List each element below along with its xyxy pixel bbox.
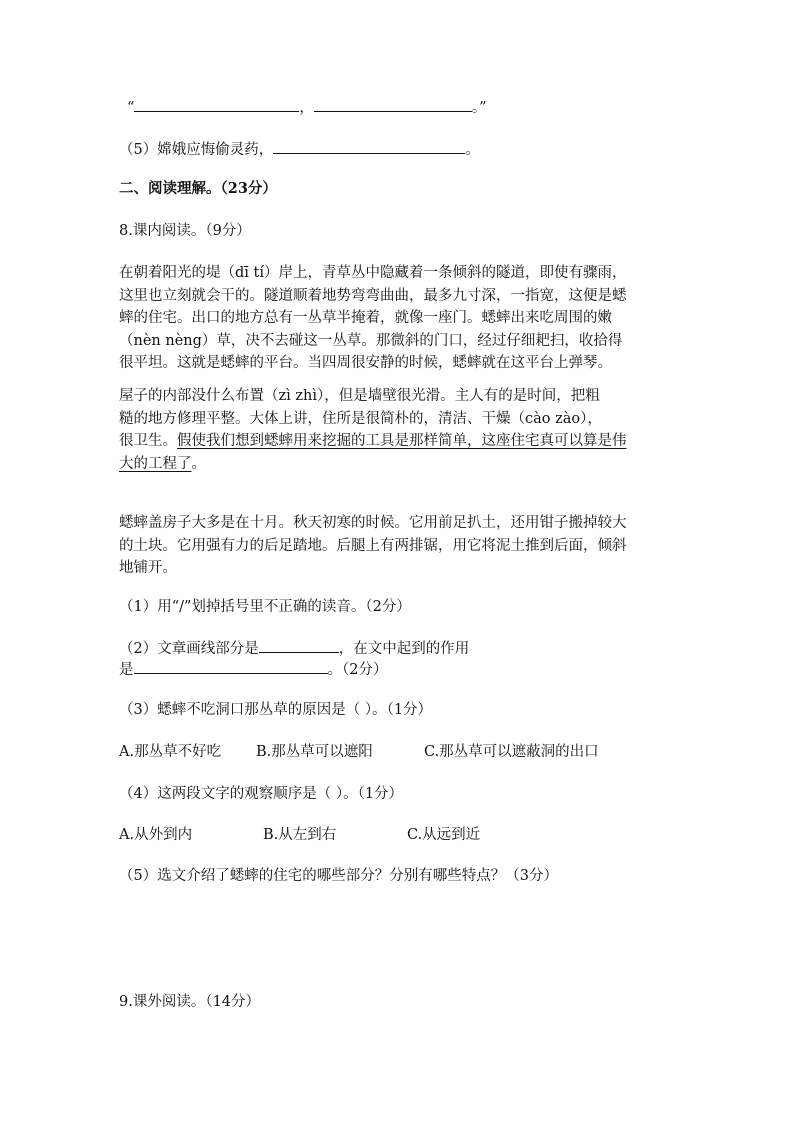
question-9-title: 9.课外阅读。（14分） <box>119 994 261 1010</box>
passage-line: 这里也立刻就会干的。隧道顺着地势弯弯曲曲，最多九寸深，一指宽，这便是蟋 <box>119 287 627 304</box>
question-8-2-text: 。（2分） <box>327 662 388 678</box>
passage-line: 地铺开。 <box>119 560 177 576</box>
answer-blank[interactable] <box>273 140 465 154</box>
underlined-sentence: 假使我们想到蟋蟀用来挖掘的工具是那样简单，这座住宅真可以算是伟 <box>177 433 627 449</box>
passage-line <box>119 453 679 476</box>
question-8-2 <box>119 639 469 658</box>
question-8-5: （5）选文介绍了蟋蟀的住宅的哪些部分？分别有哪些特点？（3分） <box>119 868 558 884</box>
passage-line: 很平坦。这就是蟋蟀的平台。当四周很安静的时候，蟋蟀就在这平台上弹琴。 <box>119 355 612 371</box>
passage-line: 在朝着阳光的堤（dī tí）岸上，青草丛中隐藏着一条倾斜的隧道，即使有骤雨， <box>119 265 627 281</box>
question-8-3-option-a[interactable]: A.那丛草不好吃 <box>119 744 222 760</box>
passage-line: 蟋蟀盖房子大多是在十月。秋天初寒的时候。它用前足扒土，还用钳子搬掉较大 <box>119 515 627 531</box>
question-8-4-option-b[interactable]: B.从左到右 <box>263 827 337 843</box>
answer-blank[interactable] <box>259 639 339 653</box>
underlined-sentence: 大的工程了 <box>119 455 192 472</box>
q7-item-5-end: 。 <box>465 142 480 158</box>
comma: ， <box>299 100 314 116</box>
passage-line: 蟀的住宅。出口的地方总有一丛草半掩着，就像一座门。蟋蟀出来吃周围的嫩 <box>119 310 612 326</box>
question-8-4: （4）这两段文字的观察顺序是（ ）。（1分） <box>119 786 404 802</box>
passage-text: 。 <box>191 455 206 472</box>
q7-item-5-text: （5）嫦娥应悔偷灵药， <box>119 142 274 158</box>
passage-line: （nèn nèng）草，决不去碰这一丛草。那微斜的门口，经过仔细耙扫，收拾得 <box>119 332 623 349</box>
question-8-2-text: 是 <box>119 662 134 678</box>
passage-line <box>119 430 679 453</box>
q7-item-5 <box>119 140 480 159</box>
passage-line: 屋子的内部没什么布置（zì zhì），但是墙壁很光滑。主人有的是时间，把粗 <box>119 388 600 404</box>
question-8-4-option-a[interactable]: A.从外到内 <box>119 827 193 843</box>
passage-text: 很卫生。 <box>119 433 177 449</box>
passage-line: 的土块。它用强有力的后足踏地。后腿上有两排锯，用它将泥土推到后面，倾斜 <box>119 537 627 554</box>
question-8-3-option-b[interactable]: B.那丛草可以遮阳 <box>256 744 373 760</box>
question-8-3: （3）蟋蟀不吃洞口那丛草的原因是（ ）。（1分） <box>119 702 433 718</box>
section-title: 二、阅读理解。（23分） <box>119 180 277 197</box>
passage-paragraph-3 <box>119 512 679 580</box>
answer-blank[interactable] <box>314 98 472 112</box>
answer-blank[interactable] <box>134 660 328 674</box>
question-8-2-text: （2）文章画线部分是 <box>119 641 259 657</box>
question-8-1: （1）用“/”划掉括号里不正确的读音。（2分） <box>119 599 411 615</box>
q7-quote-line <box>127 98 487 117</box>
passage-line: 糙的地方修理平整。大体上讲，住所是很简朴的，清洁、干燥（cào zào）， <box>119 410 602 427</box>
open-quote: “ <box>127 100 135 116</box>
passage-paragraph-1 <box>119 262 679 375</box>
question-8-title: 8.课内阅读。（9分） <box>119 223 251 239</box>
question-8-3-option-c[interactable]: C.那丛草可以遮蔽洞的出口 <box>424 744 599 760</box>
answer-blank[interactable] <box>134 98 299 112</box>
passage-paragraph-2 <box>119 385 679 475</box>
question-8-2-text: ，在文中起到的作用 <box>338 641 470 657</box>
close-quote: 。” <box>471 100 487 116</box>
question-8-4-option-c[interactable]: C.从远到近 <box>407 827 481 843</box>
question-8-2-line-2 <box>119 660 387 679</box>
